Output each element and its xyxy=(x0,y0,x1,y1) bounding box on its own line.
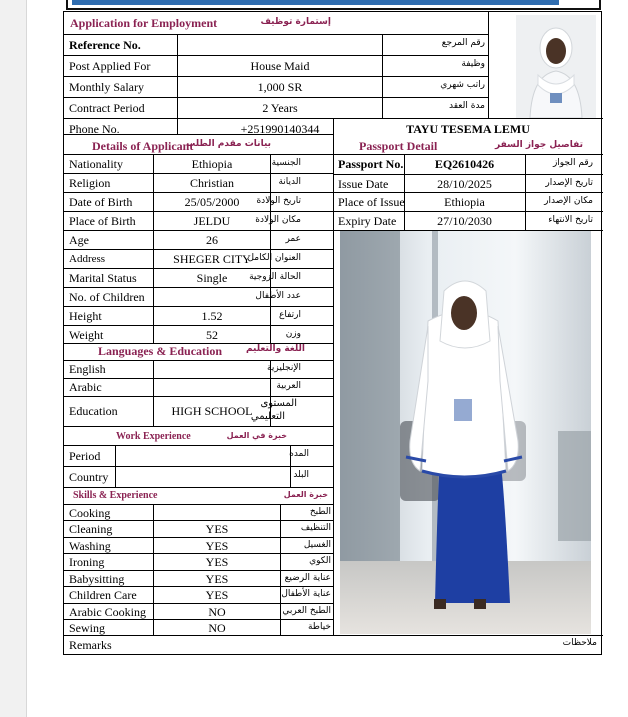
applicant-value-1: Christian xyxy=(190,176,234,190)
passport-label-ar-3: تاريخ الانتهاء xyxy=(548,215,593,225)
applicant-label-ar-3: مكان الولادة xyxy=(255,215,301,225)
mid-divider-lower xyxy=(333,134,334,635)
skill-value-4: YES xyxy=(205,572,229,586)
skill-label-ar-7: خياطة xyxy=(307,622,331,632)
title-divider xyxy=(64,34,488,35)
applicant-label-ar-2: تاريخ الولادة xyxy=(256,196,301,206)
job-label-3: Contract Period xyxy=(69,101,145,115)
passport-col-line xyxy=(525,154,526,230)
passport-heading: Passport Detail xyxy=(359,139,438,153)
applicant-label-6: Marital Status xyxy=(69,271,137,285)
language-label-ar-0: الإنجليزية xyxy=(267,363,301,373)
passport-heading-ar: تفاصيل جواز السفر xyxy=(494,140,583,150)
applicant-row-line xyxy=(64,211,333,212)
passport-label-ar-2: مكان الإصدار xyxy=(544,196,593,206)
skills-row-line xyxy=(64,603,333,604)
skill-label-ar-1: التنظيف xyxy=(300,523,331,533)
skills-row-line xyxy=(64,570,333,571)
work-label-ar-0: المده xyxy=(289,449,309,459)
skills-top-line xyxy=(64,504,333,505)
applicant-row-line xyxy=(64,287,333,288)
job-value-2: 1,000 SR xyxy=(257,80,303,94)
applicant-label-ar-0: الجنسية xyxy=(271,158,301,168)
work-col-line xyxy=(290,445,291,487)
skill-label-ar-2: الغسيل xyxy=(303,540,331,550)
job-label-ar-1: وظيفة xyxy=(461,59,485,69)
education-label-ar-1: المستوى xyxy=(260,398,297,409)
skills-col-line xyxy=(153,504,154,635)
document-margin xyxy=(0,0,27,717)
work-label-1: Country xyxy=(69,470,109,484)
skill-label-ar-3: الكوي xyxy=(309,556,331,566)
languages-row-line xyxy=(64,396,333,397)
skills-heading-ar: خبرة العمل xyxy=(283,490,328,499)
skill-label-ar-6: الطبخ العربي xyxy=(282,606,331,616)
work-top-line xyxy=(64,445,333,446)
skills-heading: Skills & Experience xyxy=(73,490,158,501)
portrait-image xyxy=(516,15,596,118)
passport-row-line xyxy=(333,174,603,175)
passport-row-line xyxy=(333,192,603,193)
remarks-label: Remarks xyxy=(69,638,112,652)
applicant-label-8: Height xyxy=(69,309,102,323)
applicant-row-line xyxy=(64,230,333,231)
applicant-row-line xyxy=(64,325,333,326)
applicant-value-6: Single xyxy=(196,271,228,285)
remarks-label-ar: ملاحظات xyxy=(562,638,597,648)
languages-heading-ar: اللغة والتعليم xyxy=(245,344,305,354)
applicant-value-2: 25/05/2000 xyxy=(184,195,240,209)
languages-row-line xyxy=(64,426,333,427)
language-label-ar-1: العربية xyxy=(276,381,301,391)
skill-label-0: Cooking xyxy=(69,506,111,520)
applicant-label-0: Nationality xyxy=(69,157,123,171)
job-label-ar-0: رقم المرجع xyxy=(441,38,485,48)
skill-label-1: Cleaning xyxy=(69,522,113,536)
form-title: Application for Employment xyxy=(70,16,218,30)
skill-label-5: Children Care xyxy=(69,588,137,602)
phone-value: +251990140344 xyxy=(240,122,320,136)
languages-col-line xyxy=(270,360,271,426)
work-label-0: Period xyxy=(69,449,101,463)
applicant-label-4: Age xyxy=(69,233,89,247)
applicant-label-ar-5: العنوان الكامل xyxy=(247,253,301,263)
job-label-0: Reference No. xyxy=(69,38,141,52)
skill-value-6: NO xyxy=(208,605,226,619)
language-value-2: HIGH SCHOOL xyxy=(171,404,253,418)
passport-label-0: Passport No. xyxy=(338,157,404,171)
job-value-1: House Maid xyxy=(250,59,310,73)
skill-value-7: NO xyxy=(208,621,226,635)
remarks-top-line xyxy=(64,635,603,636)
applicant-value-9: 52 xyxy=(206,328,218,342)
applicant-col-line xyxy=(153,154,154,343)
skill-label-7: Sewing xyxy=(69,621,105,635)
skill-label-4: Babysitting xyxy=(69,572,125,586)
language-label-0: English xyxy=(69,362,106,376)
applicant-label-2: Date of Birth xyxy=(69,195,133,209)
work-label-ar-1: البلد xyxy=(293,470,309,480)
photo-col-line xyxy=(488,12,489,118)
skill-label-6: Arabic Cooking xyxy=(69,605,146,619)
passport-label-1: Issue Date xyxy=(338,177,389,191)
languages-row-line xyxy=(64,378,333,379)
passport-label-3: Expiry Date xyxy=(338,214,397,228)
language-label-1: Arabic xyxy=(69,380,102,394)
job-col-line xyxy=(177,34,178,118)
applicant-value-3: JELDU xyxy=(193,214,231,228)
candidate-name: TAYU TESEMA LEMU xyxy=(406,122,530,136)
work-row-line xyxy=(64,466,333,467)
language-label-2: Education xyxy=(69,404,118,418)
applicant-label-ar-1: الديانة xyxy=(278,177,301,187)
skills-row-line xyxy=(64,586,333,587)
skill-label-3: Ironing xyxy=(69,555,105,569)
job-value-3: 2 Years xyxy=(262,101,298,115)
applicant-label-1: Religion xyxy=(69,176,111,190)
skill-label-ar-5: عناية الأطفال xyxy=(281,589,331,599)
applicant-value-5: SHEGER CITY xyxy=(173,252,251,266)
skills-col-line xyxy=(280,504,281,635)
skill-label-ar-4: عناية الرضيع xyxy=(284,573,331,583)
passport-label-2: Place of Issue xyxy=(338,195,405,209)
applicant-col-line xyxy=(270,154,271,343)
job-col-line xyxy=(382,34,383,118)
applicant-top-line xyxy=(64,154,333,155)
passport-value-1: 28/10/2025 xyxy=(437,177,492,191)
skills-row-line xyxy=(64,619,333,620)
work-col-line xyxy=(115,445,116,487)
applicant-row-line xyxy=(64,192,333,193)
passport-value-0: EQ2610426 xyxy=(434,157,495,171)
applicant-row-line xyxy=(64,268,333,269)
skills-row-line xyxy=(64,537,333,538)
education-label-ar-2: التعليمي xyxy=(250,411,285,422)
work-heading: Work Experience xyxy=(116,431,191,442)
applicant-row-line xyxy=(64,249,333,250)
applicant-row-line xyxy=(64,173,333,174)
applicant-portrait-photo xyxy=(516,15,596,118)
skill-value-3: YES xyxy=(205,555,229,569)
full-body-image xyxy=(340,231,591,634)
passport-value-3: 27/10/2030 xyxy=(437,214,492,228)
skill-label-ar-0: الطبخ xyxy=(309,507,331,517)
applicant-value-4: 26 xyxy=(206,233,218,247)
job-label-1: Post Applied For xyxy=(69,59,151,73)
phone-bottom-line xyxy=(64,134,333,135)
form-title-ar: إستمارة توظيف xyxy=(260,17,331,27)
applicant-label-7: No. of Children xyxy=(69,290,145,304)
languages-heading: Languages & Education xyxy=(98,344,223,358)
header-band xyxy=(66,0,601,10)
applicant-value-8: 1.52 xyxy=(201,309,223,323)
passport-col-line xyxy=(404,154,405,230)
applicant-label-ar-8: ارتفاع xyxy=(278,310,301,320)
languages-top-line xyxy=(64,360,333,361)
skill-value-2: YES xyxy=(205,539,229,553)
skills-row-line xyxy=(64,553,333,554)
passport-label-ar-0: رقم الجواز xyxy=(552,158,593,168)
job-label-ar-3: مدة العقد xyxy=(449,101,485,111)
applicant-label-ar-6: الحالة الزوجية xyxy=(249,272,301,282)
skill-value-5: YES xyxy=(205,588,229,602)
phone-col-line xyxy=(177,118,178,134)
applicant-label-ar-7: عدد الأطفال xyxy=(255,291,301,301)
employment-form xyxy=(63,11,602,655)
applicant-label-ar-9: وزن xyxy=(285,329,301,339)
work-heading-ar: خبرة في العمل xyxy=(226,431,287,440)
applicant-label-9: Weight xyxy=(69,328,104,342)
applicant-full-photo xyxy=(340,231,591,634)
job-row-line xyxy=(64,76,488,77)
skills-row-line xyxy=(64,520,333,521)
applicant-label-3: Place of Birth xyxy=(69,214,136,228)
applicant-label-ar-4: عمر xyxy=(285,234,301,244)
passport-row-line xyxy=(333,211,603,212)
applicant-heading-ar: بيانات مقدم الطلب xyxy=(186,139,271,149)
applicant-row-line xyxy=(64,306,333,307)
job-label-ar-2: راتب شهري xyxy=(440,80,485,90)
header-band-stripe xyxy=(72,0,559,5)
languages-col-line xyxy=(153,360,154,426)
applicant-label-5: Address xyxy=(69,253,106,265)
skill-value-1: YES xyxy=(205,522,229,536)
applicant-heading: Details of Applicant xyxy=(92,139,194,153)
passport-value-2: Ethiopia xyxy=(444,195,485,209)
phone-label: Phone No. xyxy=(69,122,120,136)
applicant-value-0: Ethiopia xyxy=(191,157,233,171)
work-row-line xyxy=(64,487,333,488)
passport-top-line xyxy=(333,154,603,155)
job-row-line xyxy=(64,97,488,98)
passport-label-ar-1: تاريخ الإصدار xyxy=(545,178,593,188)
skill-label-2: Washing xyxy=(69,539,111,553)
job-row-line xyxy=(64,55,488,56)
job-label-2: Monthly Salary xyxy=(69,80,144,94)
